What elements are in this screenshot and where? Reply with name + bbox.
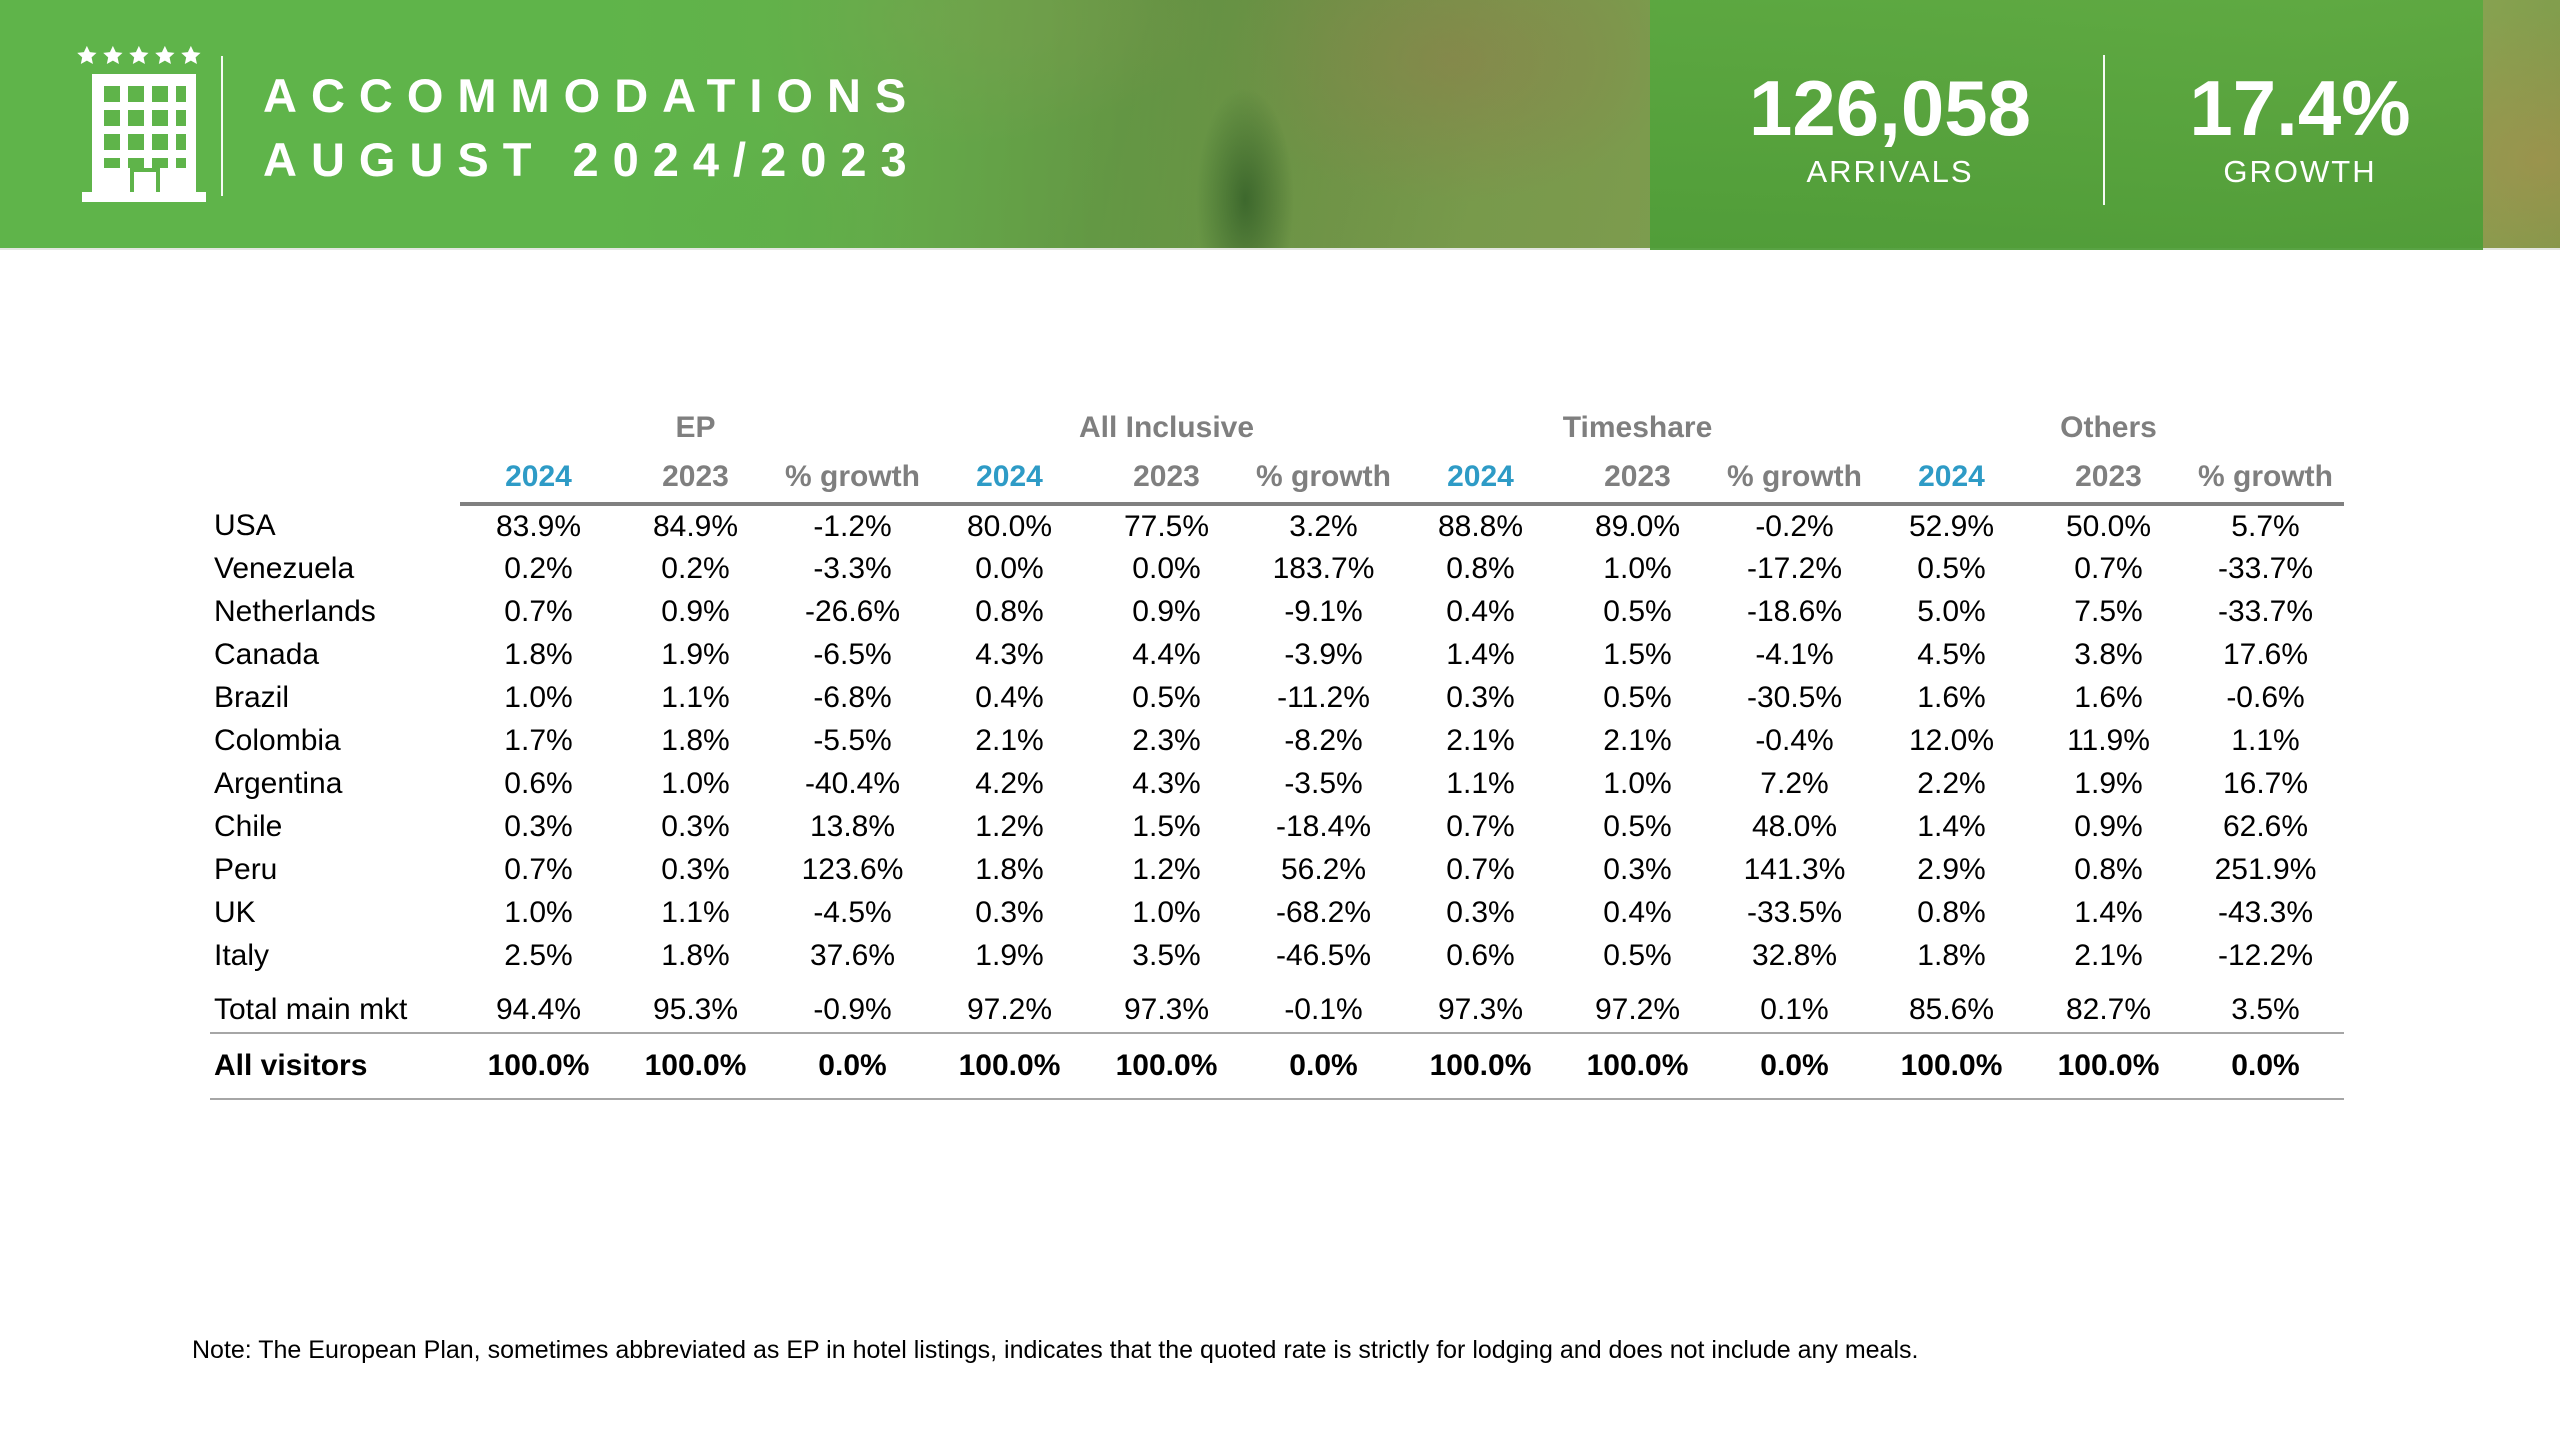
- column-header-2024: 2024: [931, 452, 1088, 504]
- row-label: Canada: [214, 637, 320, 671]
- column-header-2023: 2023: [617, 452, 774, 504]
- data-cell: 3.2%: [1289, 509, 1358, 543]
- data-cell: 52.9%: [1908, 509, 1995, 543]
- data-cell: 4.2%: [975, 766, 1044, 800]
- arrivals-label: ARRIVALS: [1806, 154, 1974, 189]
- data-cell: 56.2%: [1280, 852, 1367, 886]
- page-title-line2: AUGUST 2024/2023: [263, 133, 921, 186]
- data-cell: -18.6%: [1746, 594, 1843, 628]
- data-cell: 12.0%: [1908, 723, 1995, 757]
- data-cell: 0.3%: [504, 809, 573, 843]
- data-cell: 0.9%: [1132, 594, 1201, 628]
- row-label: Venezuela: [214, 551, 355, 585]
- row-label: Brazil: [214, 680, 290, 714]
- data-cell: 97.2%: [931, 977, 1088, 1033]
- data-cell: 0.5%: [1603, 680, 1672, 714]
- hotel-building-icon: [74, 44, 214, 206]
- data-cell: 48.0%: [1751, 809, 1838, 843]
- data-cell: 32.8%: [1751, 938, 1838, 972]
- data-cell: 1.0%: [504, 895, 573, 929]
- data-cell: 62.6%: [2222, 809, 2309, 843]
- accommodations-table: [210, 404, 2344, 1100]
- data-cell: 83.9%: [495, 509, 582, 543]
- data-cell: -17.2%: [1746, 551, 1843, 585]
- data-cell: -4.1%: [1755, 637, 1834, 671]
- data-cell: -33.7%: [2217, 594, 2314, 628]
- data-cell: -1.2%: [813, 509, 892, 543]
- data-cell: -33.7%: [2217, 551, 2314, 585]
- table-row: [210, 504, 2344, 547]
- data-cell: 0.0%: [2187, 1033, 2344, 1099]
- data-cell: 1.4%: [1446, 637, 1515, 671]
- data-cell: -0.9%: [774, 977, 931, 1033]
- data-cell: 1.8%: [661, 938, 730, 972]
- data-cell: 3.5%: [2187, 977, 2344, 1033]
- data-cell: 1.6%: [1917, 680, 1986, 714]
- data-cell: 2.9%: [1917, 852, 1986, 886]
- data-cell: 0.7%: [504, 852, 573, 886]
- row-label: Chile: [214, 809, 283, 843]
- data-cell: 0.4%: [1446, 594, 1515, 628]
- table-row: [210, 633, 2344, 676]
- data-cell: 1.0%: [1132, 895, 1201, 929]
- column-header-row: [210, 452, 2344, 504]
- data-cell: 0.4%: [1603, 895, 1672, 929]
- data-cell: 97.3%: [1088, 977, 1245, 1033]
- footnote: Note: The European Plan, sometimes abbreviated as EP in hotel listings, indicates that the quoted rate is strictly for lodging and does not include any meals.: [192, 1336, 1919, 1364]
- data-cell: 1.0%: [1603, 766, 1672, 800]
- data-cell: 1.8%: [504, 637, 573, 671]
- data-cell: 1.0%: [1603, 551, 1672, 585]
- data-cell: 89.0%: [1594, 509, 1681, 543]
- data-cell: 2.1%: [975, 723, 1044, 757]
- data-cell: 37.6%: [809, 938, 896, 972]
- table-row: [210, 805, 2344, 848]
- data-cell: 0.3%: [661, 809, 730, 843]
- data-cell: -6.5%: [813, 637, 892, 671]
- data-cell: -43.3%: [2217, 895, 2314, 929]
- data-cell: 1.6%: [2074, 680, 2143, 714]
- column-header-2023: 2023: [1559, 452, 1716, 504]
- table-body: [210, 504, 2344, 1099]
- data-cell: 0.4%: [975, 680, 1044, 714]
- data-cell: -5.5%: [813, 723, 892, 757]
- column-header-2023: 2023: [1088, 452, 1245, 504]
- data-cell: -40.4%: [804, 766, 901, 800]
- data-cell: 183.7%: [1272, 551, 1375, 585]
- group-header-timeshare: Timeshare: [1562, 411, 1713, 444]
- data-cell: 1.4%: [2074, 895, 2143, 929]
- table-row: [210, 891, 2344, 934]
- table-row: [210, 590, 2344, 633]
- data-cell: 0.7%: [1446, 852, 1515, 886]
- data-cell: 0.2%: [504, 551, 573, 585]
- data-cell: 1.2%: [975, 809, 1044, 843]
- group-header-all-inclusive: All Inclusive: [1078, 411, 1255, 444]
- data-cell: 82.7%: [2030, 977, 2187, 1033]
- data-cell: 0.3%: [1446, 895, 1515, 929]
- data-cell: 100.0%: [1088, 1033, 1245, 1099]
- data-cell: -3.9%: [1284, 637, 1363, 671]
- data-cell: 2.1%: [2074, 938, 2143, 972]
- table-row: [210, 848, 2344, 891]
- column-header-2024: 2024: [1402, 452, 1559, 504]
- data-cell: 0.8%: [1917, 895, 1986, 929]
- row-label: Argentina: [214, 766, 343, 800]
- data-cell: 100.0%: [931, 1033, 1088, 1099]
- column-header-2023: 2023: [2030, 452, 2187, 504]
- growth-value: 17.4%: [2189, 64, 2411, 152]
- data-cell: 95.3%: [617, 977, 774, 1033]
- data-cell: 0.9%: [2074, 809, 2143, 843]
- arrivals-value: 126,058: [1749, 64, 2031, 152]
- data-cell: -30.5%: [1746, 680, 1843, 714]
- data-cell: 1.9%: [661, 637, 730, 671]
- data-cell: 4.3%: [975, 637, 1044, 671]
- data-cell: 1.2%: [1132, 852, 1201, 886]
- data-cell: 2.3%: [1132, 723, 1201, 757]
- page-title-line1: ACCOMMODATIONS: [263, 69, 921, 122]
- data-cell: 1.7%: [504, 723, 573, 757]
- data-cell: 1.9%: [975, 938, 1044, 972]
- data-cell: 0.0%: [1245, 1033, 1402, 1099]
- data-cell: -0.1%: [1245, 977, 1402, 1033]
- data-cell: -3.5%: [1284, 766, 1363, 800]
- data-cell: 0.3%: [661, 852, 730, 886]
- row-label: Netherlands: [214, 594, 376, 628]
- data-cell: 1.9%: [2074, 766, 2143, 800]
- data-cell: 5.7%: [2231, 509, 2300, 543]
- data-cell: 100.0%: [617, 1033, 774, 1099]
- title-divider: [221, 56, 223, 196]
- data-cell: -26.6%: [804, 594, 901, 628]
- data-cell: 1.8%: [975, 852, 1044, 886]
- data-cell: 3.8%: [2074, 637, 2143, 671]
- data-cell: 0.5%: [1603, 938, 1672, 972]
- data-cell: 123.6%: [801, 852, 904, 886]
- data-cell: 1.8%: [661, 723, 730, 757]
- header-banner: [0, 0, 2560, 250]
- data-cell: 80.0%: [966, 509, 1053, 543]
- row-label: UK: [214, 895, 256, 929]
- data-cell: 50.0%: [2065, 509, 2152, 543]
- row-label: Total main mkt: [210, 977, 460, 1033]
- data-cell: 1.1%: [661, 895, 730, 929]
- data-cell: 2.2%: [1917, 766, 1986, 800]
- arrivals-stat: [1690, 38, 2090, 218]
- data-cell: 1.5%: [1603, 637, 1672, 671]
- data-cell: -12.2%: [2217, 938, 2314, 972]
- data-cell: 2.1%: [1603, 723, 1672, 757]
- data-cell: 77.5%: [1123, 509, 1210, 543]
- data-cell: 1.8%: [1917, 938, 1986, 972]
- data-cell: 7.2%: [1760, 766, 1829, 800]
- data-cell: 0.3%: [975, 895, 1044, 929]
- data-cell: 97.2%: [1559, 977, 1716, 1033]
- table-row: [210, 547, 2344, 590]
- column-header-growth: % growth: [1716, 452, 1873, 504]
- data-cell: 0.6%: [1446, 938, 1515, 972]
- data-cell: 7.5%: [2074, 594, 2143, 628]
- data-cell: 100.0%: [1873, 1033, 2030, 1099]
- data-cell: 0.7%: [1446, 809, 1515, 843]
- data-cell: 88.8%: [1437, 509, 1524, 543]
- row-label: All visitors: [210, 1033, 460, 1099]
- group-header-spacer: [210, 404, 460, 452]
- row-label: USA: [214, 508, 276, 542]
- data-cell: 85.6%: [1873, 977, 2030, 1033]
- data-cell: 0.3%: [1446, 680, 1515, 714]
- data-cell: 0.9%: [661, 594, 730, 628]
- table-row: [210, 1033, 2344, 1099]
- column-header-growth: % growth: [774, 452, 931, 504]
- table-row: [210, 762, 2344, 805]
- table-row: [210, 977, 2344, 1033]
- data-cell: 4.4%: [1132, 637, 1201, 671]
- row-label: Peru: [214, 852, 278, 886]
- data-cell: 100.0%: [1402, 1033, 1559, 1099]
- data-cell: 0.0%: [975, 551, 1044, 585]
- data-cell: 11.9%: [2067, 723, 2150, 757]
- data-cell: -3.3%: [813, 551, 892, 585]
- data-cell: 2.5%: [504, 938, 573, 972]
- growth-stat: [2120, 38, 2480, 218]
- data-cell: 0.5%: [1603, 809, 1672, 843]
- table-row: [210, 719, 2344, 762]
- data-cell: 1.1%: [1446, 766, 1515, 800]
- data-cell: 13.8%: [809, 809, 896, 843]
- data-cell: 16.7%: [2222, 766, 2309, 800]
- data-cell: 0.0%: [774, 1033, 931, 1099]
- data-cell: 4.3%: [1132, 766, 1201, 800]
- data-cell: -46.5%: [1275, 938, 1372, 972]
- data-cell: 0.6%: [504, 766, 573, 800]
- data-cell: 251.9%: [2214, 852, 2317, 886]
- data-cell: 0.8%: [975, 594, 1044, 628]
- data-cell: 0.5%: [1603, 594, 1672, 628]
- data-cell: -68.2%: [1275, 895, 1372, 929]
- data-cell: 4.5%: [1917, 637, 1986, 671]
- data-cell: 0.3%: [1603, 852, 1672, 886]
- data-cell: 141.3%: [1743, 852, 1846, 886]
- data-cell: 0.7%: [2074, 551, 2143, 585]
- column-header-spacer: [210, 452, 460, 504]
- data-cell: 0.7%: [504, 594, 573, 628]
- data-cell: 0.2%: [661, 551, 730, 585]
- column-header-growth: % growth: [1245, 452, 1402, 504]
- data-cell: 84.9%: [652, 509, 739, 543]
- data-cell: 1.1%: [2231, 723, 2300, 757]
- data-cell: -0.6%: [2226, 680, 2305, 714]
- data-cell: 1.0%: [661, 766, 730, 800]
- data-cell: 0.0%: [1132, 551, 1201, 585]
- data-cell: 1.1%: [661, 680, 730, 714]
- column-header-2024: 2024: [1873, 452, 2030, 504]
- data-cell: -11.2%: [1277, 680, 1370, 714]
- data-cell: 5.0%: [1917, 594, 1986, 628]
- group-header-row: [210, 404, 2344, 452]
- table-row: [210, 934, 2344, 977]
- data-cell: 100.0%: [1559, 1033, 1716, 1099]
- table-row: [210, 676, 2344, 719]
- five-stars-icon: [77, 46, 200, 64]
- column-header-2024: 2024: [460, 452, 617, 504]
- group-header-others: Others: [2060, 411, 2157, 444]
- data-cell: -4.5%: [813, 895, 892, 929]
- page-title: [263, 64, 921, 192]
- data-cell: -6.8%: [813, 680, 892, 714]
- row-label: Colombia: [214, 723, 341, 757]
- data-cell: -0.4%: [1755, 723, 1834, 757]
- data-cell: 1.5%: [1132, 809, 1201, 843]
- stats-divider: [2103, 55, 2105, 205]
- data-cell: 3.5%: [1132, 938, 1201, 972]
- data-cell: 100.0%: [460, 1033, 617, 1099]
- data-cell: 2.1%: [1446, 723, 1515, 757]
- data-cell: 0.5%: [1132, 680, 1201, 714]
- data-cell: -9.1%: [1284, 594, 1363, 628]
- data-cell: -18.4%: [1275, 809, 1372, 843]
- data-cell: 0.5%: [1917, 551, 1986, 585]
- data-cell: 1.0%: [504, 680, 573, 714]
- data-cell: 0.1%: [1716, 977, 1873, 1033]
- data-cell: -33.5%: [1746, 895, 1843, 929]
- group-header-ep: EP: [675, 411, 716, 444]
- growth-label: GROWTH: [2223, 154, 2377, 189]
- data-cell: 100.0%: [2030, 1033, 2187, 1099]
- data-cell: 0.8%: [1446, 551, 1515, 585]
- data-cell: -0.2%: [1755, 509, 1834, 543]
- column-header-growth: % growth: [2187, 452, 2344, 504]
- data-cell: 17.6%: [2222, 637, 2309, 671]
- data-cell: 1.4%: [1917, 809, 1986, 843]
- data-cell: 97.3%: [1402, 977, 1559, 1033]
- data-cell: -8.2%: [1284, 723, 1363, 757]
- data-cell: 0.8%: [2074, 852, 2143, 886]
- data-cell: 94.4%: [460, 977, 617, 1033]
- data-cell: 0.0%: [1716, 1033, 1873, 1099]
- row-label: Italy: [214, 938, 270, 972]
